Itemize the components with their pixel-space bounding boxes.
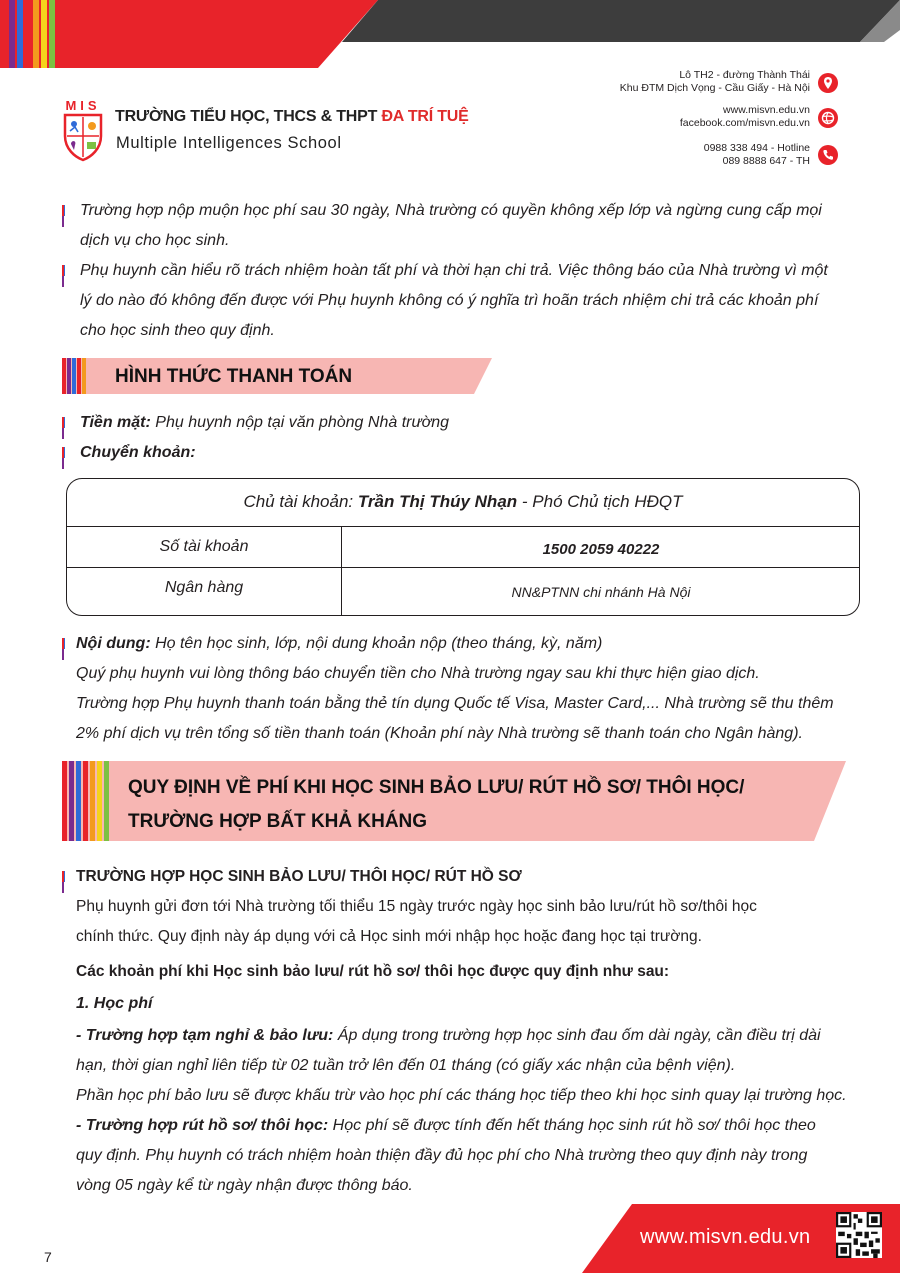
address-line2: Khu ĐTM Dịch Vọng - Cầu Giấy - Hà Nội bbox=[619, 82, 810, 94]
text-line: vòng 05 ngày kể từ ngày nhận được thông báo. bbox=[76, 1177, 413, 1194]
text-line: quy định. Phụ huynh có trách nhiệm hoàn thiện đầy đủ học phí cho Nhà trường theo quy định này trong bbox=[76, 1147, 808, 1164]
school-name bbox=[115, 108, 469, 126]
header-decor-bar bbox=[0, 0, 900, 78]
account-number-value: 1500 2059 40222 bbox=[542, 541, 660, 558]
rules-title-line2: TRƯỜNG HỢP BẤT KHẢ KHÁNG bbox=[128, 811, 428, 832]
logo-shield-icon bbox=[63, 112, 103, 162]
cash-text: Phụ huynh nộp tại văn phòng Nhà trường bbox=[150, 414, 450, 431]
bank-account-table bbox=[66, 478, 860, 616]
case2-line bbox=[76, 1111, 847, 1141]
school-name-main: TRƯỜNG TIỂU HỌC, THCS & THPT bbox=[115, 108, 382, 125]
owner-prefix: Chủ tài khoản: bbox=[243, 492, 358, 511]
text-line: Quý phụ huynh vui lòng thông báo chuyển tiền cho Nhà trường ngay sau khi thực hiện giao dịch. bbox=[76, 665, 760, 682]
account-number-label: Số tài khoản bbox=[159, 538, 249, 555]
content-text: Họ tên học sinh, lớp, nội dung khoản nộp (theo tháng, kỳ, năm) bbox=[150, 635, 603, 652]
text-line: hạn, thời gian nghỉ liên tiếp từ 02 tuần trở lên đến 01 tháng (có giấy xác nhận của bệnh viện). bbox=[76, 1057, 736, 1074]
school-subtitle: Multiple Intelligences School bbox=[116, 134, 342, 152]
text-line: dịch vụ cho học sinh. bbox=[80, 232, 230, 249]
rules-subheading: TRƯỜNG HỢP HỌC SINH BẢO LƯU/ THÔI HỌC/ RÚT HỒ SƠ bbox=[76, 868, 522, 885]
intro-bullet-1 bbox=[80, 196, 822, 256]
bullet-marker bbox=[62, 417, 67, 428]
contact-web bbox=[680, 104, 810, 130]
phone-th-number[interactable]: 089 8888 647 - TH bbox=[722, 155, 810, 167]
text-line: Phụ huynh cần hiểu rõ trách nhiệm hoàn tất phí và thời hạn chi trả. Việc thông báo của Nhà trường vì một bbox=[80, 262, 828, 279]
text-line: lý do nào đó không đến được với Phụ huynh không có ý nghĩa trì hoãn trách nhiệm chi trả các khoản phí bbox=[80, 292, 819, 309]
content-label: Nội dung: bbox=[76, 635, 151, 652]
hotline-number[interactable]: 0988 338 494 - Hotline bbox=[703, 142, 810, 154]
contact-phone bbox=[704, 142, 810, 168]
bank-label: Ngân hàng bbox=[164, 579, 244, 596]
case2-text: Học phí sẽ được tính đến hết tháng học sinh rút hồ sơ/ thôi học theo bbox=[328, 1117, 816, 1134]
logo-text: MIS bbox=[65, 98, 101, 113]
phone-icon bbox=[818, 145, 838, 165]
text-line: chính thức. Quy định này áp dụng với cả Học sinh mới nhập học hoặc đang học tại trường. bbox=[76, 928, 702, 945]
fees-heading: Các khoản phí khi Học sinh bảo lưu/ rút hồ sơ/ thôi học được quy định như sau: bbox=[76, 963, 670, 980]
table-divider bbox=[67, 567, 859, 568]
text-line: Phần học phí bảo lưu sẽ được khấu trừ vào học phí các tháng học tiếp theo khi học sinh quay lại trường học. bbox=[76, 1087, 847, 1104]
bullet-marker bbox=[62, 265, 67, 276]
tuition-cases bbox=[76, 1021, 847, 1201]
account-owner bbox=[67, 492, 859, 512]
school-name-highlight: ĐA TRÍ TUỆ bbox=[381, 108, 469, 125]
text-line: cho học sinh theo quy định. bbox=[80, 322, 275, 339]
page-number: 7 bbox=[44, 1249, 52, 1265]
rules-title-line1: QUY ĐỊNH VỀ PHÍ KHI HỌC SINH BẢO LƯU/ RÚT HỒ SƠ/ THÔI HỌC/ bbox=[128, 777, 745, 798]
table-divider bbox=[67, 526, 859, 527]
qr-code-icon bbox=[836, 1212, 882, 1258]
payment-cash bbox=[80, 408, 449, 438]
case1-label: - Trường hợp tạm nghỉ & bảo lưu: bbox=[76, 1027, 334, 1044]
text-line: Trường hợp Phụ huynh thanh toán bằng thẻ tín dụng Quốc tế Visa, Master Card,... Nhà trường sẽ thu thêm bbox=[76, 695, 834, 712]
rules-paragraph-1 bbox=[76, 892, 757, 952]
address-line1: Lô TH2 - đường Thành Thái bbox=[679, 69, 810, 81]
intro-bullet-2 bbox=[80, 256, 828, 346]
contact-address bbox=[620, 69, 810, 95]
cash-label: Tiền mặt: bbox=[80, 414, 151, 431]
case1-line bbox=[76, 1021, 847, 1051]
content-line bbox=[76, 629, 834, 659]
section-title-payment: HÌNH THỨC THANH TOÁN bbox=[115, 366, 353, 387]
globe-icon bbox=[818, 108, 838, 128]
case2-label: - Trường hợp rút hồ sơ/ thôi học: bbox=[76, 1117, 329, 1134]
text-line: Phụ huynh gửi đơn tới Nhà trường tối thiểu 15 ngày trước ngày học sinh bảo lưu/rút hồ sơ/thôi học bbox=[76, 898, 757, 915]
footer-website-link[interactable]: www.misvn.edu.vn bbox=[640, 1226, 811, 1248]
section-title-rules bbox=[128, 771, 744, 839]
table-divider bbox=[341, 526, 342, 615]
text-line: Trường hợp nộp muộn học phí sau 30 ngày, Nhà trường có quyền không xếp lớp và ngừng cung cấp mọi bbox=[80, 202, 822, 219]
payment-content bbox=[76, 629, 834, 749]
bullet-marker bbox=[62, 871, 67, 882]
facebook-link[interactable]: facebook.com/misvn.edu.vn bbox=[679, 117, 810, 129]
text-line: 2% phí dịch vụ trên tổng số tiền thanh toán (Khoản phí này Nhà trường sẽ thanh toán cho Ngân hàng). bbox=[76, 725, 803, 742]
owner-suffix: - Phó Chủ tịch HĐQT bbox=[517, 492, 683, 511]
transfer-label: Chuyển khoản: bbox=[80, 444, 196, 461]
bullet-marker bbox=[62, 447, 67, 458]
bank-value: NN&PTNN chi nhánh Hà Nội bbox=[511, 584, 691, 600]
location-pin-icon bbox=[818, 73, 838, 93]
tuition-heading: 1. Học phí bbox=[76, 995, 153, 1012]
owner-name: Trần Thị Thúy Nhạn bbox=[357, 492, 518, 511]
website-link[interactable]: www.misvn.edu.vn bbox=[723, 104, 810, 116]
bullet-marker bbox=[62, 638, 67, 649]
school-logo bbox=[60, 98, 106, 166]
bullet-marker bbox=[62, 205, 67, 216]
case1-text: Áp dụng trong trường hợp học sinh đau ốm dài ngày, cần điều trị dài bbox=[333, 1027, 821, 1044]
